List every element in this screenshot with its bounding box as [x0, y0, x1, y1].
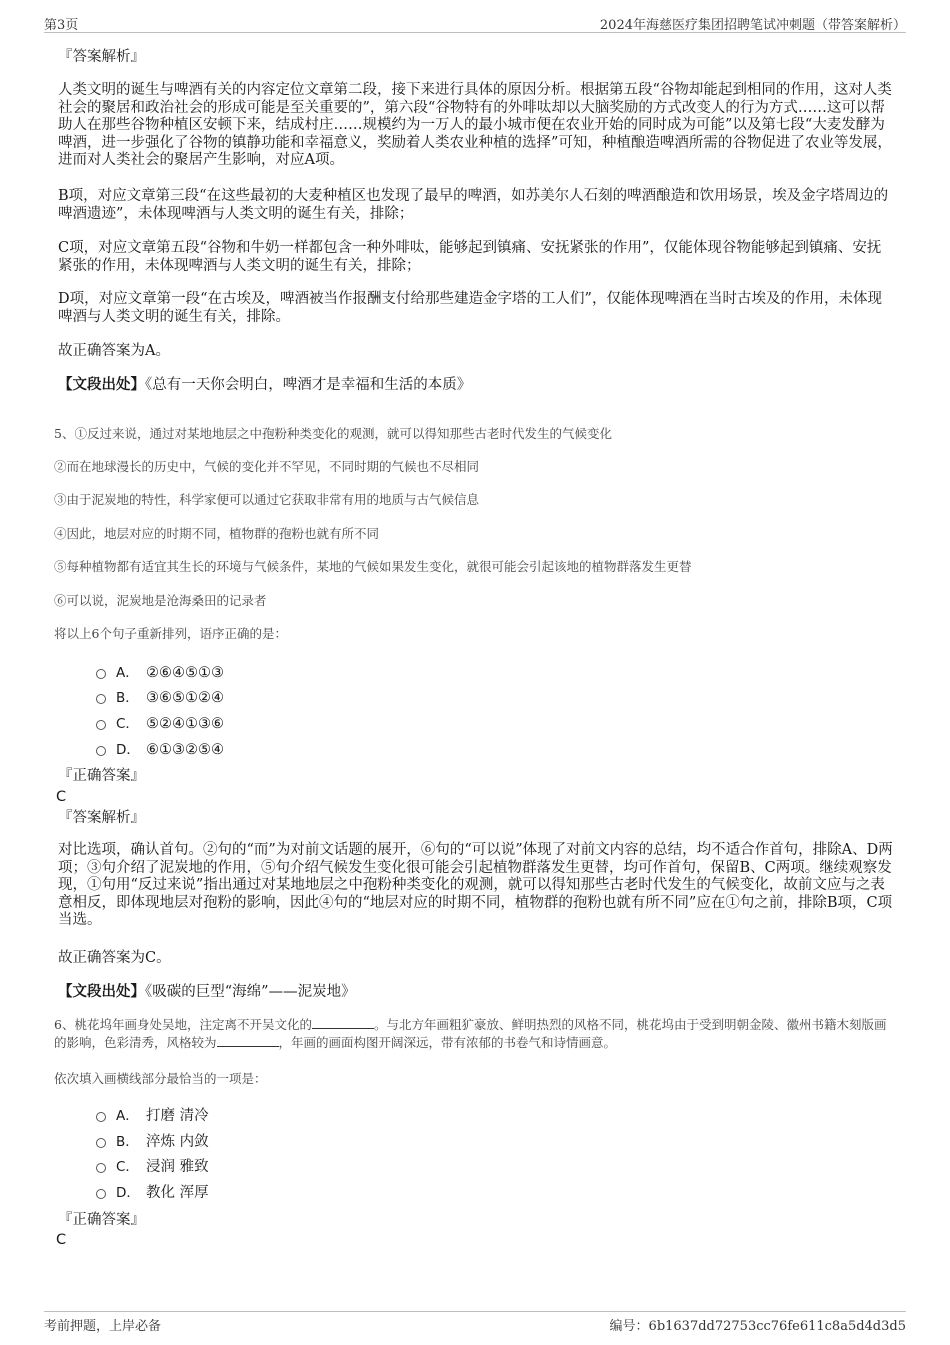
q6-option-b[interactable]: B． 淬炼 内敛 — [96, 1133, 209, 1151]
page-number: 第3页 — [44, 18, 79, 33]
radio-icon[interactable] — [96, 1138, 106, 1148]
page-header — [44, 10, 906, 33]
q4-source-text: 《总有一天你会明白，啤酒才是幸福和生活的本质》 — [145, 377, 472, 393]
footer-doc-id: 编号：6b1637dd72753cc76fe611c8a5d4d3d5 — [609, 1319, 906, 1334]
q5-answer-label: 『正确答案』 — [58, 768, 145, 784]
q4-analysis-para4: D项，对应文章第一段“在古埃及，啤酒被当作报酬支付给那些建造金字塔的工人们”，仅能体现啤酒在当时古埃及的作用，未体现啤酒与人类文明的诞生有关，排除。 — [58, 291, 882, 325]
q6-option-a[interactable]: A． 打磨 清冷 — [96, 1107, 209, 1125]
q4-analysis-para1: 人类文明的诞生与啤酒有关的内容定位文章第二段，接下来进行具体的原因分析。根据第五段“谷物却能起到相同的作用，这对人类社会的聚居和政治社会的形成可能是至关重要的”，第六段“谷物特有的外啡呔却以大脑奖励的方式改变人的行为方式……这可以帮助人在那些谷物种植区安顿下来，结成村庄……规模约为一万人的最小城市便在农业开始的同时成为可能”以及第七段“大麦发酵为啤酒，进一步强化了谷物的镇静功能和幸福意义，奖励着人类农业种植的选择”可知，种植酿造啤酒所需的谷物促进了农业等发展，进而对人类社会的聚居产生影响，对应A项。 — [58, 82, 892, 168]
q6-option-c[interactable]: C． 浸润 雅致 — [96, 1158, 209, 1176]
fill-blank-1 — [312, 1016, 374, 1029]
radio-icon[interactable] — [96, 1189, 106, 1199]
q5-sentence-5: ⑤每种植物都有适宜其生长的环境与气候条件，某地的气候如果发生变化，就很可能会引起该地的植物群落发生更替 — [54, 559, 692, 574]
q5-sentence-3: ③由于泥炭地的特性，科学家便可以通过它获取非常有用的地质与古气候信息 — [54, 492, 480, 507]
q5-option-d[interactable]: D． ⑥①③②⑤④ — [96, 741, 224, 759]
q5-source — [58, 983, 894, 1002]
q6-answer: C — [56, 1232, 67, 1248]
radio-icon[interactable] — [96, 746, 106, 756]
q5-sentence-4: ④因此，地层对应的时期不同，植物群的孢粉也就有所不同 — [54, 526, 380, 541]
q5-option-b[interactable]: B． ③⑥⑤①②④ — [96, 689, 224, 707]
q4-analysis-label: 『答案解析』 — [58, 49, 145, 65]
q6-stem: 6、桃花坞年画身处吴地，注定离不开吴文化的 。与北方年画粗犷豪放、鲜明热烈的风格不同，桃花坞由于受到明朝金陵、徽州书籍木刻版画的影响，色彩清秀，风格较为 ，年画的画面构图开阔深远，带有浓郁的书卷气和诗情画意。 — [54, 1017, 887, 1050]
q5-answer: C — [56, 789, 67, 805]
radio-icon[interactable] — [96, 669, 106, 679]
q5-analysis: 对比选项，确认首句。②句的“而”为对前文话题的展开，⑥句的“可以说”体现了对前文内容的总结，均不适合作首句，排除A、D两项；③句介绍了泥炭地的作用，⑤句介绍气候发生变化很可能会引起植物群落发生更替，均可作首句，保留B、C两项。继续观察发现，①句用“反过来说”指出通过对某地地层之中孢粉种类变化的观测，就可以得知那些古老时代发生的气候变化，故前文应与之表意相反，即体现地层对孢粉的影响，因此④句的“地层对应的时期不同，植物群的孢粉也就有所不同”应在①句之前，排除B项，C项当选。 — [58, 842, 893, 928]
q5-conclusion: 故正确答案为C。 — [58, 950, 171, 966]
page-footer — [44, 1311, 906, 1336]
q4-analysis-para3: C项，对应文章第五段“谷物和牛奶一样都包含一种外啡呔，能够起到镇痛、安抚紧张的作用”，仅能体现谷物能够起到镇痛、安抚紧张的作用，未体现啤酒与人类文明的诞生有关，排除； — [58, 240, 882, 274]
radio-icon[interactable] — [96, 1112, 106, 1122]
q5-sentence-6: ⑥可以说，泥炭地是沧海桑田的记录者 — [54, 593, 267, 608]
q6-option-d[interactable]: D． 教化 浑厚 — [96, 1184, 209, 1202]
q5-source-text: 《吸碳的巨型“海绵”——泥炭地》 — [145, 984, 356, 1000]
radio-icon[interactable] — [96, 694, 106, 704]
q4-conclusion: 故正确答案为A。 — [58, 343, 170, 359]
document-title: 2024年海慈医疗集团招聘笔试冲刺题（带答案解析） — [599, 18, 906, 33]
q4-analysis-para2: B项，对应文章第三段“在这些最初的大麦种植区也发现了最早的啤酒，如苏美尔人石刻的啤酒酿造和饮用场景，埃及金字塔周边的啤酒遗迹”，未体现啤酒与人类文明的诞生有关，排除； — [58, 188, 889, 222]
radio-icon[interactable] — [96, 1163, 106, 1173]
q5-source-label: 【文段出处】 — [58, 983, 145, 1000]
q6-prompt: 依次填入画横线部分最恰当的一项是： — [54, 1071, 267, 1086]
q5-option-a[interactable]: A． ②⑥④⑤①③ — [96, 664, 224, 682]
q6-answer-label: 『正确答案』 — [58, 1212, 145, 1228]
q4-source-label: 【文段出处】 — [58, 376, 145, 393]
q5-sentence-2: ②而在地球漫长的历史中，气候的变化并不罕见，不同时期的气候也不尽相同 — [54, 459, 480, 474]
footer-slogan: 考前押题，上岸必备 — [44, 1319, 162, 1334]
q5-prompt: 将以上6个句子重新排列，语序正确的是： — [54, 626, 287, 641]
radio-icon[interactable] — [96, 720, 106, 730]
q5-sentence-1: 5、①反过来说，通过对某地地层之中孢粉种类变化的观测，就可以得知那些古老时代发生的气候变化 — [54, 426, 612, 441]
q4-source — [58, 376, 894, 395]
q5-option-c[interactable]: C． ⑤②④①③⑥ — [96, 715, 224, 733]
fill-blank-2 — [217, 1034, 279, 1047]
q5-analysis-label: 『答案解析』 — [58, 810, 145, 826]
